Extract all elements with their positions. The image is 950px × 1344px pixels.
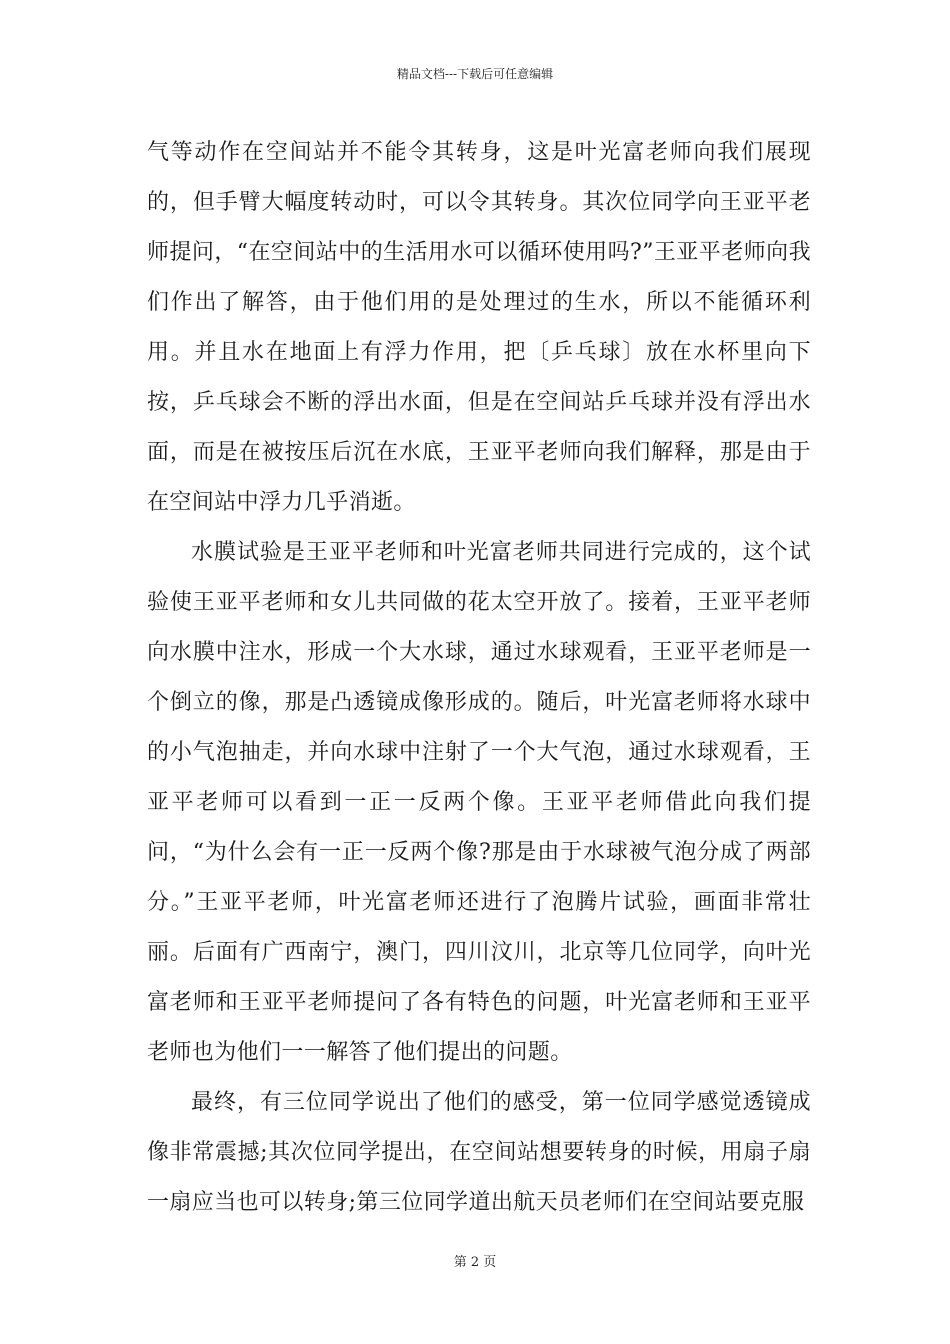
paragraph-3: 最终，有三位同学说出了他们的感受，第一位同学感觉透镜成像非常震撼;其次位同学提出，在空间站想要转身的时候，用扇子扇一扇应当也可以转身;第三位同学道出航天员老师们在空间站要克服 <box>147 1090 811 1215</box>
paragraph-1: 气等动作在空间站并不能令其转身，这是叶光富老师向我们展现的，但手臂大幅度转动时，可以令其转身。其次位同学向王亚平老师提问，“在空间站中的生活用水可以循环使用吗?”王亚平老师向我们作出了解答，由于他们用的是处理过的生水，所以不能循环利用。并且水在地面上有浮力作用，把〔乒乓球〕放在水杯里向下按，乒乓球会不断的浮出水面，但是在空间站乒乓球并没有浮出水面，而是在被按压后沉在水底，王亚平老师向我们解释，那是由于在空间站中浮力几乎消逝。 <box>147 140 811 515</box>
page-header: 精品文档---下载后可任意编辑 <box>396 67 554 81</box>
document-body <box>147 128 811 1228</box>
paragraph-2: 水膜试验是王亚平老师和叶光富老师共同进行完成的，这个试验使王亚平老师和女儿共同做的花太空开放了。接着，王亚平老师向水膜中注水，形成一个大水球，通过水球观看，王亚平老师是一个倒立的像，那是凸透镜成像形成的。随后，叶光富老师将水球中的小气泡抽走，并向水球中注射了一个大气泡，通过水球观看，王亚平老师可以看到一正一反两个像。王亚平老师借此向我们提问，“为什么会有一正一反两个像?那是由于水球被气泡分成了两部分。”王亚平老师，叶光富老师还进行了泡腾片试验，画面非常壮丽。后面有广西南宁，澳门，四川汶川，北京等几位同学，向叶光富老师和王亚平老师提问了各有特色的问题，叶光富老师和王亚平老师也为他们一一解答了他们提出的问题。 <box>147 540 811 1065</box>
page-number: 第 2 页 <box>453 1255 497 1270</box>
